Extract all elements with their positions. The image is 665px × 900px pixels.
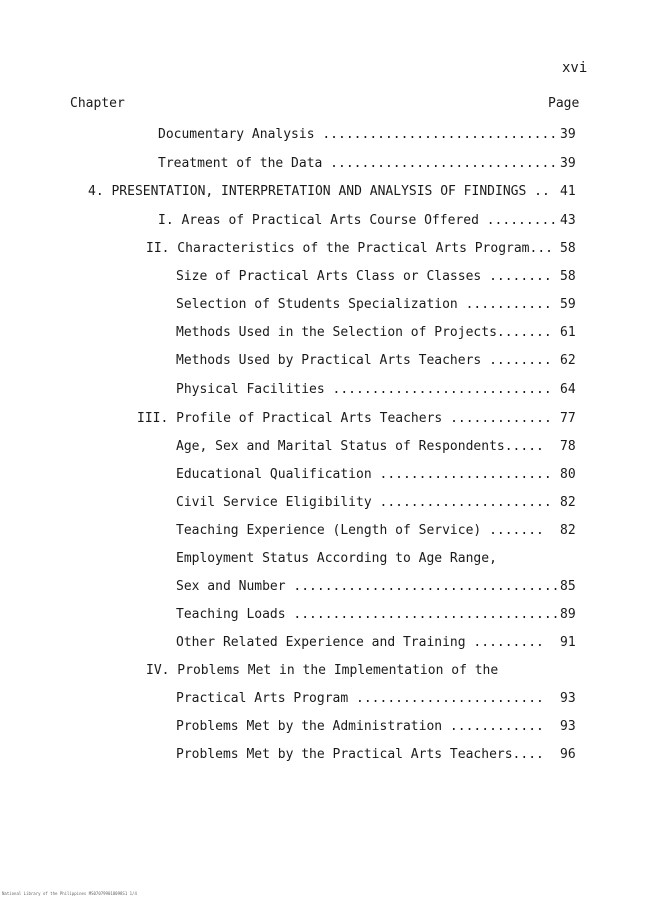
toc-entry-title: Age, Sex and Marital Status of Respondents..... xyxy=(176,439,544,454)
toc-entry-page: 77 xyxy=(560,411,576,426)
toc-entry-page: 39 xyxy=(560,127,576,142)
toc-entry xyxy=(0,127,665,151)
toc-entry-page: 43 xyxy=(560,213,576,228)
toc-entry-page: 58 xyxy=(560,241,576,256)
toc-entry-page: 82 xyxy=(560,523,576,538)
toc-entry xyxy=(0,156,665,180)
toc-entry-title: Teaching Experience (Length of Service) ....... xyxy=(176,523,544,538)
toc-entry xyxy=(0,551,665,575)
toc-entry-title: Methods Used in the Selection of Projects....... xyxy=(176,325,552,340)
toc-entry-title: Problems Met by the Administration ............ xyxy=(176,719,544,734)
toc-entry-page: 91 xyxy=(560,635,576,650)
toc-entry xyxy=(0,439,665,463)
toc-entry xyxy=(0,523,665,547)
toc-entry-page: 61 xyxy=(560,325,576,340)
toc-entry xyxy=(0,269,665,293)
toc-entry-page: 89 xyxy=(560,607,576,622)
toc-entry-page: 64 xyxy=(560,382,576,397)
toc-entry-title: Selection of Students Specialization ........... xyxy=(176,297,552,312)
toc-entry xyxy=(0,213,665,237)
toc-entry xyxy=(0,241,665,265)
toc-entry xyxy=(0,607,665,631)
toc-entry-title: Treatment of the Data ............................. xyxy=(158,156,558,171)
toc-entry-page: 80 xyxy=(560,467,576,482)
toc-entry xyxy=(0,411,665,435)
toc-entry-title: Practical Arts Program ........................ xyxy=(176,691,544,706)
toc-entry-page: 39 xyxy=(560,156,576,171)
toc-entry-title: Documentary Analysis .............................. xyxy=(158,127,558,142)
toc-entry-page: 78 xyxy=(560,439,576,454)
toc-entry xyxy=(0,719,665,743)
toc-entry xyxy=(0,579,665,603)
toc-entry-title: 4. PRESENTATION, INTERPRETATION AND ANALYSIS OF FINDINGS .. xyxy=(88,184,550,199)
toc-entry xyxy=(0,353,665,377)
toc-entry-page: 59 xyxy=(560,297,576,312)
toc-entry xyxy=(0,495,665,519)
chapter-column-header: Chapter xyxy=(70,96,125,111)
toc-entry xyxy=(0,663,665,687)
page-column-header: Page xyxy=(548,96,580,111)
toc-entry-page: 62 xyxy=(560,353,576,368)
toc-entry-page: 82 xyxy=(560,495,576,510)
toc-entry-title: Employment Status According to Age Range, xyxy=(176,551,497,566)
toc-entry xyxy=(0,297,665,321)
toc-entry-title: IV. Problems Met in the Implementation of the xyxy=(146,663,499,678)
toc-entry-title: II. Characteristics of the Practical Arts Program... xyxy=(146,241,553,256)
toc-entry-title: III. Profile of Practical Arts Teachers ............. xyxy=(137,411,552,426)
toc-entry-title: Size of Practical Arts Class or Classes ........ xyxy=(176,269,552,284)
toc-entry-page: 93 xyxy=(560,719,576,734)
toc-entry-title: I. Areas of Practical Arts Course Offered ......... xyxy=(158,213,558,228)
toc-entry xyxy=(0,691,665,715)
toc-entry-page: 85 xyxy=(560,579,576,594)
toc-entry-title: Sex and Number .................................. xyxy=(176,579,560,594)
toc-entry xyxy=(0,382,665,406)
toc-entry xyxy=(0,184,665,208)
toc-entry-title: Problems Met by the Practical Arts Teachers.... xyxy=(176,747,544,762)
toc-entry-page: 41 xyxy=(560,184,576,199)
scan-footer-stamp: National Library of the Philippines MS070799018098S1 1/4 xyxy=(2,891,137,896)
roman-page-number: xvi xyxy=(562,60,588,76)
toc-entry-title: Civil Service Eligibility ...................... xyxy=(176,495,552,510)
toc-entry xyxy=(0,467,665,491)
toc-entry-title: Other Related Experience and Training ......... xyxy=(176,635,544,650)
toc-entry-page: 93 xyxy=(560,691,576,706)
toc-entry-page: 96 xyxy=(560,747,576,762)
toc-entry-title: Teaching Loads .................................. xyxy=(176,607,560,622)
toc-entry xyxy=(0,635,665,659)
toc-entry xyxy=(0,747,665,771)
toc-entry-title: Physical Facilities ............................ xyxy=(176,382,552,397)
toc-entry-title: Educational Qualification ...................... xyxy=(176,467,552,482)
toc-entry-page: 58 xyxy=(560,269,576,284)
toc-entry xyxy=(0,325,665,349)
toc-entry-title: Methods Used by Practical Arts Teachers ........ xyxy=(176,353,552,368)
